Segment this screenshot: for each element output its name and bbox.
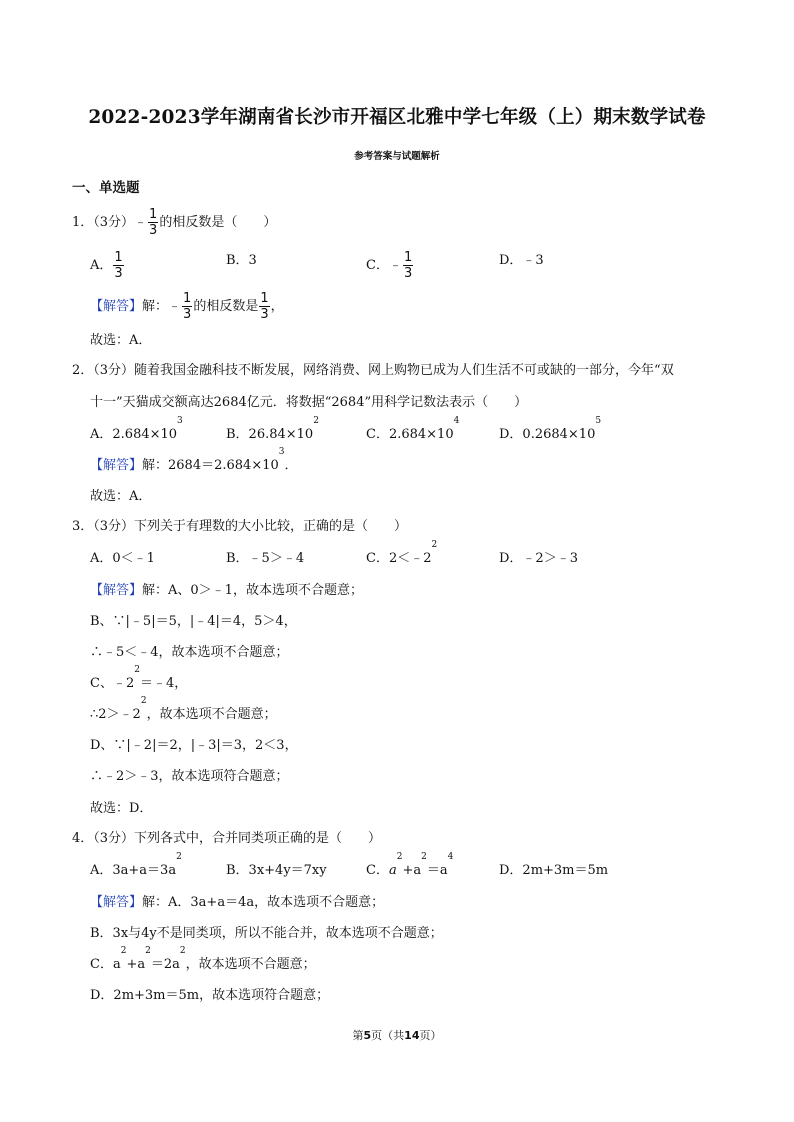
- answer-tag: 【解答】: [90, 458, 143, 473]
- question-4-solution-line-4: D．2m+3m＝5m，故本选项符合题意；: [90, 988, 330, 1003]
- question-3-option-d: D．﹣2＞﹣3: [499, 551, 578, 566]
- page-footer: 第5页（共14页）: [352, 1029, 442, 1042]
- question-3-solution-line-7: ∴﹣2＞﹣3，故本选项符合题意；: [90, 769, 289, 784]
- fraction: $\frac{1}{3}$: [114, 250, 123, 281]
- question-4-option-d: D．2m+3m＝5m: [499, 863, 609, 878]
- document-subtitle: 参考答案与试题解析: [354, 151, 440, 162]
- question-1-option-b: B．3: [226, 253, 257, 268]
- question-3-option-c: C．$2<﹣2^2$: [366, 540, 438, 566]
- answer-tag: 【解答】: [90, 299, 143, 314]
- page-number: 5: [363, 1029, 372, 1042]
- question-3-stem: 3．（3分）下列关于有理数的大小比较，正确的是（ ）: [72, 519, 408, 534]
- question-1-option-d: D．﹣3: [499, 253, 544, 268]
- question-3-solution-line-3: ∴﹣5＜﹣4，故本选项不合题意；: [90, 645, 289, 660]
- answer-tag: 【解答】: [90, 895, 143, 910]
- question-1-stem: 1．（3分）﹣ $\frac{1}{3}$ 的相反数是（ ）: [72, 207, 277, 238]
- question-3-option-b: B．﹣5＞﹣4: [226, 551, 305, 566]
- question-3-solution-line-6: D、∵|﹣2|＝2，|﹣3|＝3，2＜3，: [90, 738, 298, 753]
- question-4-option-c: C．$a^2+a^2=a^4$: [366, 852, 454, 878]
- question-1-solution: 【解答】解：﹣ $\frac{1}{3}$ 的相反数是 $\frac{1}{3}$ ，: [90, 291, 284, 322]
- question-4-solution-line-2: B．3x与4y不是同类项，所以不能合并，故本选项不合题意；: [90, 926, 443, 941]
- question-3-solution-line-1: 【解答】解：A、0＞﹣1，故本选项不合题意；: [90, 583, 363, 598]
- fraction: $\frac{1}{3}$: [183, 291, 192, 322]
- question-3-solution-line-2: B、∵|﹣5|＝5，|﹣4|＝4，5＞4，: [90, 614, 297, 629]
- fraction: $\frac{1}{3}$: [149, 207, 158, 238]
- question-1-choice: 故选：A．: [90, 333, 152, 348]
- question-4-option-b: B．3x+4y＝7xy: [226, 863, 327, 878]
- document-title: 2022-2023学年湖南省长沙市开福区北雅中学七年级（上）期末数学试卷: [88, 107, 706, 128]
- question-3-option-a: A．0＜﹣1: [90, 551, 155, 566]
- question-3-solution-line-4: C、$﹣2^2=﹣4$，: [90, 665, 188, 691]
- question-4-option-a: A．$3a+a=3a^2$: [90, 852, 182, 878]
- question-2-option-a: A．$2.684\times 10^3$: [90, 416, 183, 442]
- question-4-solution-line-1: 【解答】解：A．3a+a＝4a，故本选项不合题意；: [90, 895, 385, 910]
- question-3-solution-line-5: $\therefore 2>﹣2^2$，故本选项不合题意；: [90, 696, 277, 722]
- question-1-option-a: A． $\frac{1}{3}$: [90, 250, 123, 281]
- question-2-choice: 故选：A．: [90, 489, 152, 504]
- question-2-option-d: D．$0.2684\times 10^5$: [499, 416, 602, 442]
- fraction: $\frac{1}{3}$: [260, 291, 269, 322]
- question-2-option-b: B．$26.84\times 10^2$: [226, 416, 319, 442]
- question-4-solution-line-3: C．$a^2+a^2=2a^2$，故本选项不合题意；: [90, 946, 316, 972]
- section-heading: 一、单选题: [72, 180, 140, 196]
- question-4-stem: 4．（3分）下列各式中，合并同类项正确的是（ ）: [72, 831, 382, 846]
- question-1-option-c: C．﹣ $\frac{1}{3}$: [366, 250, 413, 281]
- question-2-option-c: C．$2.684\times 10^4$: [366, 416, 460, 442]
- question-2-stem-line-1: 2．（3分）随着我国金融科技不断发展，网络消费、网上购物已成为人们生活不可或缺的一部分，今年“双: [72, 363, 674, 378]
- question-2-solution: 【解答】解：$2684=2.684\times 10^3$．: [90, 447, 298, 473]
- page-total: 14: [404, 1029, 420, 1042]
- fraction: $\frac{1}{3}$: [403, 250, 413, 281]
- question-3-choice: 故选：D．: [90, 801, 153, 816]
- answer-tag: 【解答】: [90, 583, 143, 598]
- question-2-stem-line-2: 十一”天猫成交额高达2684亿元．将数据“2684”用科学记数法表示（ ）: [90, 395, 528, 410]
